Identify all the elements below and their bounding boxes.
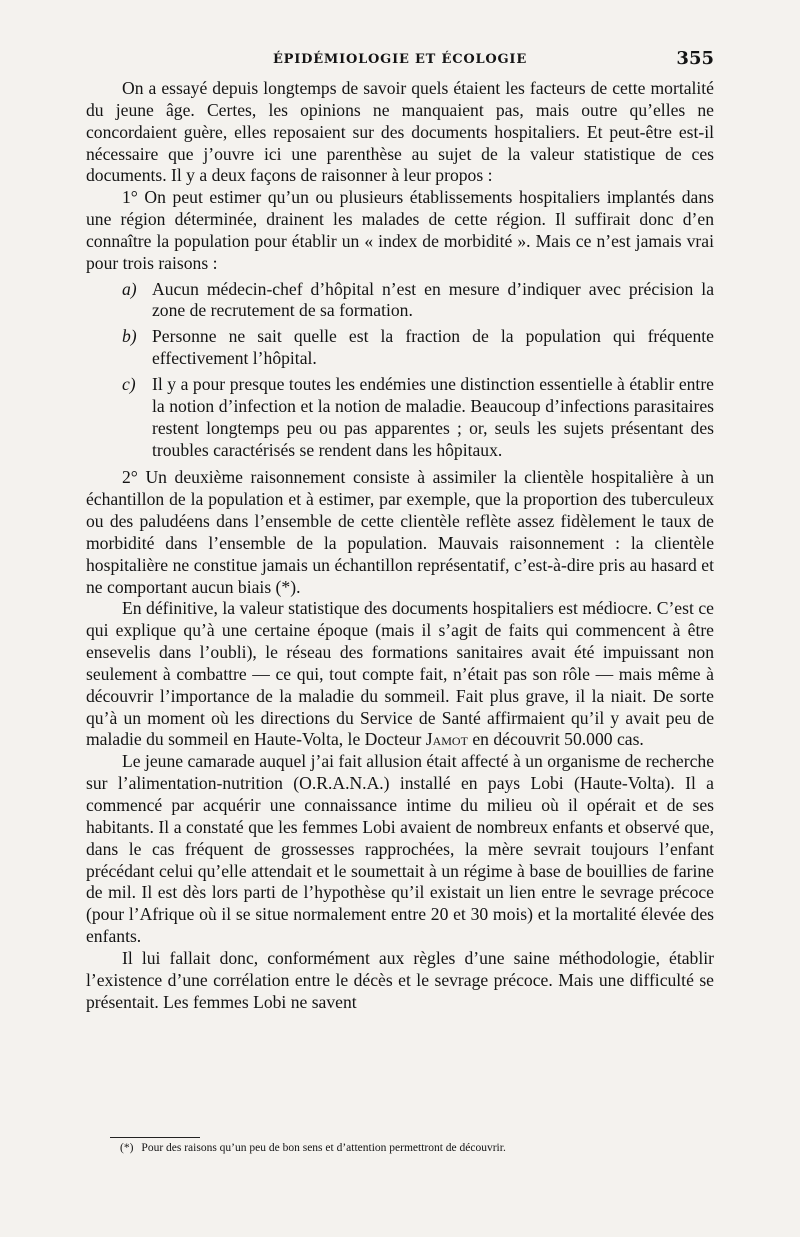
list-marker: c) bbox=[122, 373, 136, 394]
paragraph-5: Le jeune camarade auquel j’ai fait allusion était affecté à un organisme de recherche sur l’alimentation-nutrition (O.R.A.N.A.) installé en pays Lobi (Haute-Volta). Il a commencé par acquérir une connaissance intime du milieu où il opérait et de ses habitants. Il a constaté que les femmes Lobi avaient de nombreux enfants et observé que, dans le cas fréquent de grossesses rapprochées, la mère sevrait toujours l’enfant précédant celui qu’elle attendait et le soumettait à un régime à base de bouillies de farine de mil. Il est dès lors parti de l’hypothèse qu’il existait un lien entre le sevrage précoce (pour l’Afrique où il se situe normalement entre 20 et 30 mois) et la mortalité élevée des enfants. bbox=[86, 751, 714, 947]
reasons-list bbox=[122, 279, 714, 462]
body-text bbox=[86, 78, 714, 1013]
list-item bbox=[122, 326, 714, 370]
running-title: ÉPIDÉMIOLOGIE ET ÉCOLOGIE bbox=[272, 52, 528, 67]
paragraph-3: 2° Un deuxième raisonnement consiste à assimiler la clientèle hospitalière à un échantillon de la population et à estimer, par exemple, que la proportion des tuberculeux ou des paludéens dans l’ensemble de cette clientèle reflète assez fidèlement le taux de morbidité dans l’ensemble de la population. Mauvais raisonnement : la clientèle hospitalière ne constitue jamais un échantillon représentatif, c’est-à-dire pris au hasard et ne comportant aucun biais (*). bbox=[86, 467, 714, 597]
footnote-rule bbox=[110, 1137, 200, 1138]
list-item bbox=[122, 374, 714, 461]
list-item-text: Il y a pour presque toutes les endémies une distinction essentielle à établir entre la notion d’infection et la notion de maladie. Beaucoup d’infections parasitaires restent longtemps peu ou pas apparentes ; or, seuls les sujets présentant des troubles caractérisés se rendent dans les hôpitaux. bbox=[152, 373, 714, 460]
paragraph-2: 1° On peut estimer qu’un ou plusieurs établissements hospitaliers implantés dans une région déterminée, drainent les malades de cette région. Il suffirait donc d’en connaître la population pour établir un « index de morbidité ». Mais ce n’est jamais vrai pour trois raisons : bbox=[86, 187, 714, 273]
paragraph-6: Il lui fallait donc, conformément aux règles d’une saine méthodologie, établir l’existence d’une corrélation entre le décès et le sevrage précoce. Mais une difficulté se présentait. Les femmes Lobi ne savent bbox=[86, 947, 714, 1012]
paragraph-4 bbox=[86, 598, 714, 751]
author-name: Jamot bbox=[425, 729, 468, 750]
paragraph-4-text: En définitive, la valeur statistique des documents hospitaliers est médiocre. C’est ce qui explique qu’à une certaine époque (mais il s’agit de faits qui commencent à être ensevelis dans l’oubli), le réseau des formations sanitaires avait été impuissant non seulement à combattre — ce qui, tout compte fait, n’était pas son rôle — mais même à découvrir l’importance de la maladie du sommeil. Fait plus grave, il la niait. De sorte qu’à un moment où les directions du Service de Santé affirmaient qu’il y avait peu de maladie du sommeil en Haute-Volta, le Docteur bbox=[86, 598, 714, 750]
paragraph-4-end: en découvrit 50.000 cas. bbox=[472, 729, 644, 750]
list-item bbox=[122, 279, 714, 323]
list-marker: b) bbox=[122, 326, 137, 347]
list-item-text: Aucun médecin-chef d’hôpital n’est en mesure d’indiquer avec précision la zone de recrutement de sa formation. bbox=[152, 278, 714, 321]
footnote bbox=[120, 1142, 720, 1154]
footnote-marker: (*) bbox=[120, 1142, 134, 1154]
page bbox=[86, 48, 714, 1013]
page-number: 355 bbox=[676, 48, 714, 69]
list-item-text: Personne ne sait quelle est la fraction de la population qui fréquente effectivement l’hôpital. bbox=[152, 326, 714, 369]
running-header bbox=[86, 48, 714, 78]
paragraph-1: On a essayé depuis longtemps de savoir quels étaient les facteurs de cette mortalité du jeune âge. Certes, les opinions ne manquaient pas, mais outre qu’elles ne concordaient guère, elles reposaient sur des documents hospitaliers. Et peut-être est-il nécessaire que j’ouvre ici une parenthèse au sujet de la valeur statistique de ces documents. Il y a deux façons de raisonner à leur propos : bbox=[86, 78, 714, 186]
list-marker: a) bbox=[122, 278, 137, 299]
footnote-text: Pour des raisons qu’un peu de bon sens et d’attention permettront de découvrir. bbox=[141, 1142, 506, 1154]
